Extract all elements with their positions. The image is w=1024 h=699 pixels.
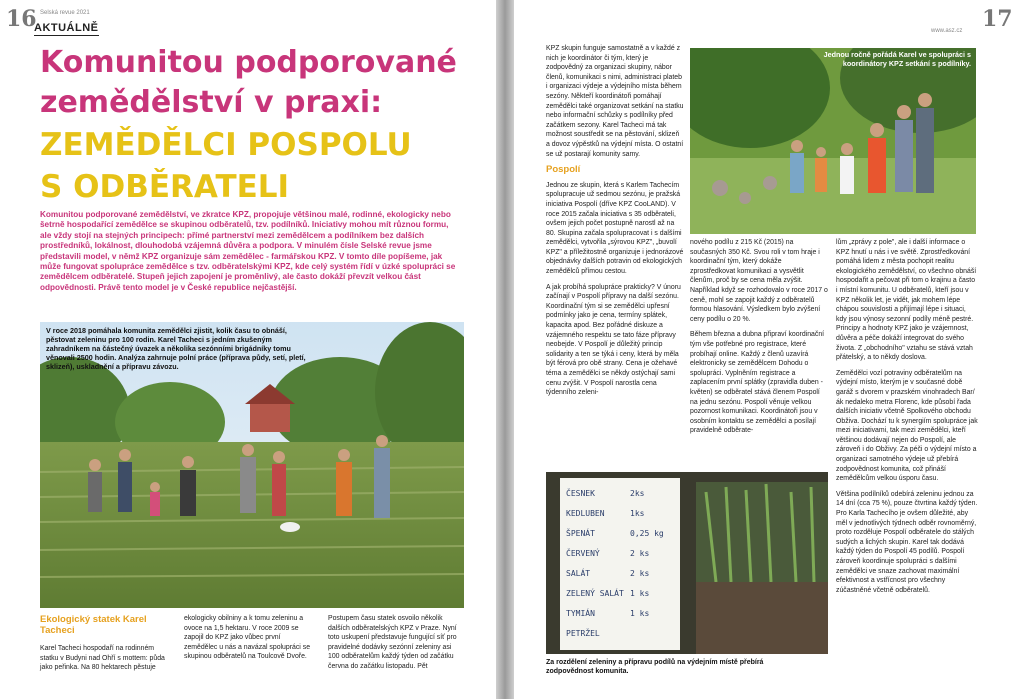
page-number: 17 [982,6,1013,32]
board-item: PETRŽEL [566,629,600,638]
board-item: ZELENÝ SALÁT [566,589,624,598]
board-qty: 2 ks [630,549,650,558]
board-photo [546,472,828,654]
left-column-1 [40,614,170,679]
left-col3-text: Postupem času statek osvoilo několik dalších odběratelských KPZ v Praze. Nyní toto uskupení představuje fungující síť pro pravidelné dodávky sezónní zeleniny asi 100 odběratelům každý týden od začátku června do začátku listopadu. Pět [328,615,457,670]
title-line-3: ZEMĚDĚLCI POSPOLU [40,127,412,163]
right-page [514,0,1024,699]
right-col1-p3: A jak probíhá spolupráce prakticky? V únoru začínají v Pospolí přípravy na další sezónu. Koordinační tým si se zemědělci upřesní podmínky jako je cena, termíny splátek, kapacita apod. Bez pořádné diskuze a vzájemného respektu se tato fáze přípravy neobejde. V Pospolí je důležitý princip solidarity a ten se týká i ceny, která by měla být férová pro obě strany. Cena je ožehavé téma a zemědělci se někdy ostýchají sami cenu zvýšit. V Pospolí narostla cena týdenního zeleni- [546,283,681,397]
title-line-2: zemědělství v praxi: [40,85,383,120]
board-item: KEDLUBEN [566,509,605,518]
board-qty: 2 ks [630,569,650,578]
right-col3-p1: lům „zprávy z pole", ale i další informace o KPZ hnutí u nás i ve světě. Zprostředkování pomáhá lidem z města pochopit realitu ekologického zemědělství, co všechno obnáší hospodařit a pečovat při tom o krajinu a často i místní komunitu. U odběratelů, kteří jsou v KPZ několik let, je vidět, jak mohem lépe chápou souvislosti a přijímají lépe i situaci, kdy jsou výnosy sezonní podíly méně pestré. Principy a hodnoty KPZ jako je vzájemnost, důvěra a péče dokáží integrovat do svého života. Z „obchodního" vztahu se stává vztah přátelský, a to někdy doslova. [836,239,977,362]
board-item: ČESNEK [566,489,595,498]
right-col3-p2: Zemědělci vozí potraviny odběratelům na výdejní místo, kterým je v současné době garáž s dvorem v prazském vinohradech Bar/ák nedaleko metra Florenc, kde působí řada dalších iniciativ včetně Spolkového obchodu Obživa. Dochází tu k synergiím spolupráce jak mezi iniciativami, tak mezi zemědělci, kteří většinou dodávají nejen do Pospolí, ale zároveň i do Obživy. Za péči o výdejní místo a organizaci samotného výdeje už přebírá zodpovědnost komunita, což přináší zemědělcům velkou úsporu času. [836,369,978,483]
board-item: ČERVENÝ SALÁT [566,549,600,578]
board-items [566,484,626,644]
right-col1-p2: Jednou ze skupin, která s Karlem Tachecím spolupracuje už sedmou sezónu, je pražská iniciativa Pospolí (dříve KPZ CooLAND). V roce 2015 začala iniciativa s 35 odběrateli, ovšem jejich počet postupně narostl až na 80. Skupina začala spolupracovat i s dalšími zemědělci, vytvořila „sýrovou KPZ", „buvolí KPZ" a příležitostně organizuje i jednorázové objednávky dalších potravin od ekologických zemědělců přímou cestou. [546,181,684,276]
left-col1-text: Karel Tacheci hospodaří na rodinném statku v Budyni nad Ohří s mottem: půda jako peřinka. Na 80 hektarech pěstuje [40,645,165,672]
right-col2-p1: nového podílu z 215 Kč (2015) na současných 350 Kč. Svou roli v tom hraje i koordinační tým, který dokáže zprostředkovat komunikaci a vysvětlit členům, proč by se cena měla zvýšit. Například když se rozhodovalo v roce 2017 o ceně, mohl se zapojit každý z odběratelů formou hlasování. Výsledkem bylo zvýšení ceny podílu o 20 %. [690,239,828,323]
board-qty: 1 ks [630,609,650,618]
board-qty: 0,25 kg [630,529,664,538]
photo-caption: V roce 2018 pomáhala komunita zemědělci zjistit, kolik času to obnáší, pěstovat zeleninu pro 100 rodin. Karel Tacheci s jedním zkušeným zahradníkem na částečný úvazek a několika sezónními brigádníky tomu věnovali 2500 hodin. Analýza zahrnuje polní práce (příprava půdy, setí, pletí, sklizeň), uskladnění a přípravu závozu. [46,326,306,371]
right-col3-p3: Většina podílníků odebírá zeleninu jednou za 14 dní (cca 75 %), pouze čtvrtina každý týden. Pro Karla Tachecího je ovšem důležité, aby měl v jednotlivých týdnech odběr rovnoměrný, proto rozděluje Pospolí odběratele do stálých sudých a lichých skupin. Karel tak dodává každý týden do Pospolí 45 podílů. Pospolí zároveň koordinuje spolupráci s dalšími zemědělci ve snaze zachovat maximální efektivnost a vstřícnost pro všechny zúčastněné včetně odběratelů. [836,490,978,594]
left-column-3 [328,614,463,678]
statek-heading: Ekologický statek Karel Tacheci [40,614,147,636]
board-item: ŠPENÁT [566,529,595,538]
running-header: Selská revue 2021 [40,10,90,16]
title-line-1: Komunitou podporované [40,45,457,80]
board-photo-caption: Za rozdělení zeleniny a přípravu podílů na výdejním místě přebírá zodpovědnost komunita. [546,659,764,675]
lead-paragraph: Komunitou podporované zemědělství, ve zkratce KPZ, propojuje většinou malé, rodinné, ekologicky nebo šetrně hospodařící zemědělce se skupinou odběratelů, tzv. podílníků. Iniciativy mohou mít různou formu, ale vždy stojí na stejných principech: přímé partnerství mezi zemědělcem a podílníkem bez dalších prostředníků, lokálnost, dlouhodobá vzájemná důvěra a podpora. V minulém čísle Selské revue jsme představili model, v němž KPZ organizuje sám zemědělec - farmářskou KPZ. V tomto díle popíšeme, jak může fungovat spolupráce zemědělce s tzv. odběratelskými KPZ, kde celý systém řídí v úzké spolupráci se zemědělcem odběratelé. Stupeň jejich zapojení je proměnlivý, ale často dokáží převzít velkou část odpovědnosti. Právě tento model je v České republice nejčastější. [40,210,456,292]
meeting-photo-caption: Jednou ročně pořádá Karel ve spolupráci s koordinátory KPZ setkání s podílníky. [823,50,971,68]
board-quantities [630,484,678,624]
book-gutter [496,0,514,699]
right-column-1 [546,44,684,404]
left-page [0,0,496,699]
left-column-2 [184,614,314,668]
section-label: AKTUÁLNĚ [34,22,99,34]
right-column-2 [690,238,828,442]
board-item: TYMIÁN [566,609,595,618]
meeting-photo [690,48,976,234]
running-header-url: www.asz.cz [931,28,963,34]
page-number: 16 [6,6,37,32]
board-qty: 1ks [630,509,645,518]
board-qty: 2ks [630,489,645,498]
title-line-4: S ODBĚRATELI [40,169,290,205]
right-col1-p1: KPZ skupin funguje samostatně a v každé z nich je koordinátor či tým, který je zodpovědný za organizaci skupiny, nábor členů, komunikaci s nimi, administraci plateb i organizaci výdeje a výdejního místa během sezóny. Někteří koordinátoři pomáhají zemědělci také organizovat setkání na statku nebo informační schůzky s podílníky před začátkem sezony. Karel Tacheci má tak možnost soustředit se na pěstování, sklizeň a dovoz výpěstků na výdejní místa. O ostatní se už postarají komunity samy. [546,45,684,158]
right-column-3 [836,238,978,601]
left-col2-text: ekologicky obilniny a k tomu zeleninu a ovoce na 1,5 hektaru. V roce 2009 se zapojil do KPZ jako vůbec první zemědělec u nás a navázal spolupráci se skupinou odběratelů na Toulcově Dvoře. [184,615,311,661]
pospoli-heading: Pospolí [546,164,581,176]
right-col2-p2: Během března a dubna připraví koordinační tým vše potřebné pro registrace, které probíhají online. Každý z členů uzavírá elektronicky se zemědělcem Dohodu o spolupráci. Vyplněním registrace a zaplacením první splátky (zpravidla duben - květen) se odběratel stává členem Pospolí na jednu sezónu. Pospolí věnuje velkou pozornost komunikaci. Koordinátoři jsou v osobním kontaktu se zemědělci a posílají pravidelně odběrate- [690,331,825,435]
board-qty: 1 ks [630,589,650,598]
